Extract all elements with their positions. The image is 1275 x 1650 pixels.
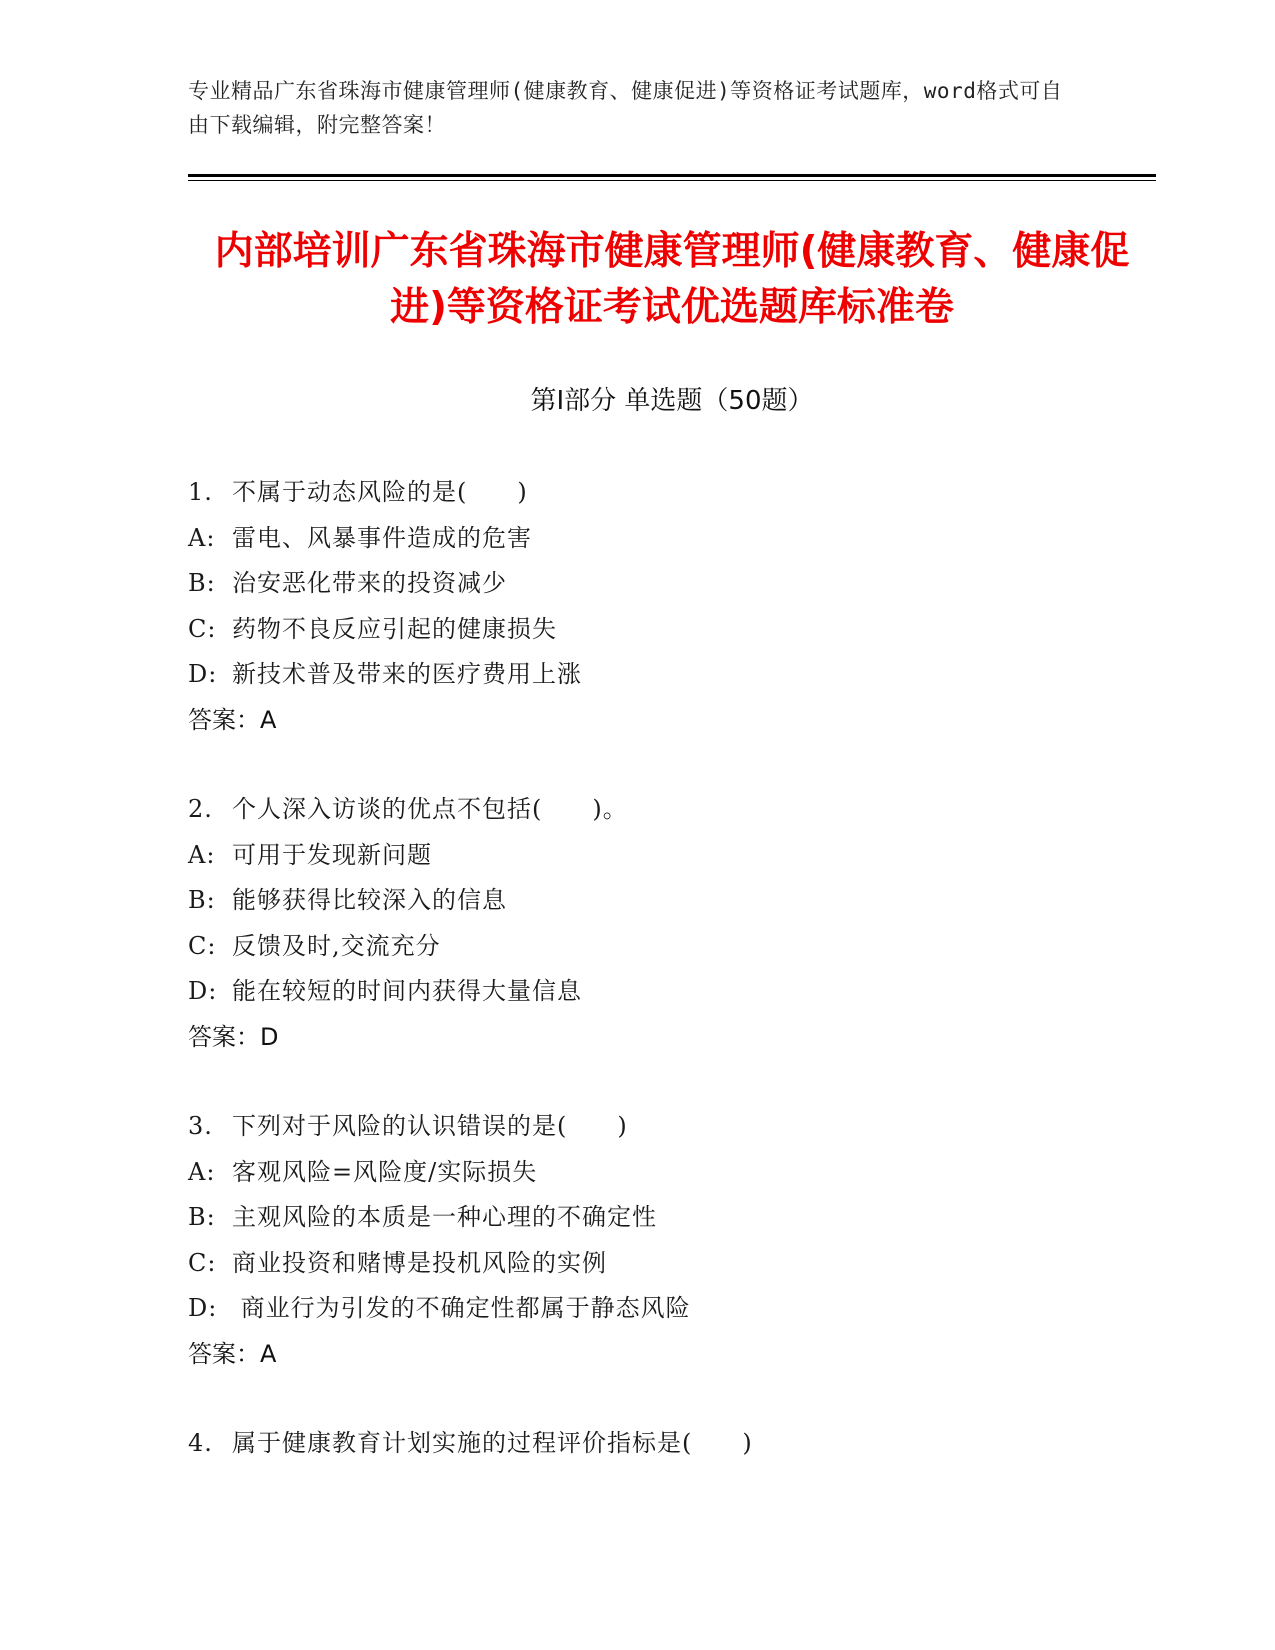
option-letter: A: [188,1157,216,1186]
question-1 [188,470,1156,743]
option-a [188,833,1156,879]
question-number: 3. [188,1112,213,1140]
option-text: 治安恶化带来的投资减少 [232,569,507,597]
option-text: 雷电、风暴事件造成的危害 [232,523,532,552]
option-letter: A: [188,840,216,869]
option-d [188,969,1156,1015]
option-text: 主观风险的本质是一种心理的不确定性 [232,1203,657,1231]
question-text: 个人深入访谈的优点不包括( )。 [232,795,628,823]
option-text: 商业行为引发的不确定性都属于静态风险 [232,1294,691,1322]
header-note: 专业精品广东省珠海市健康管理师(健康教育、健康促进)等资格证考试题库，word格式可自由下载编辑，附完整答案！ [188,79,1063,137]
option-letter: B: [188,1203,216,1231]
option-text: 能在较短的时间内获得大量信息 [232,977,582,1005]
question-stem [188,1421,1156,1467]
section-title: 第Ⅰ部分 单选题（50题） [530,386,814,416]
option-letter: D: [188,660,218,688]
option-c [188,607,1156,653]
question-2 [188,787,1156,1060]
question-text: 不属于动态风险的是( ) [232,478,528,506]
option-text: 反馈及时,交流充分 [232,931,441,960]
option-letter: D: [188,977,218,1005]
answer-line: 答案：D [188,1022,279,1051]
option-c [188,1241,1156,1287]
option-text: 可用于发现新问题 [232,840,432,869]
option-text: 新技术普及带来的医疗费用上涨 [232,660,582,688]
option-letter: C: [188,931,217,960]
option-text: 药物不良反应引起的健康损失 [232,614,557,643]
question-number: 4. [188,1429,213,1457]
option-d [188,652,1156,698]
option-a [188,1150,1156,1196]
question-list [188,470,1156,1511]
option-letter: C: [188,614,217,643]
option-text: 能够获得比较深入的信息 [232,886,507,914]
option-b [188,1195,1156,1241]
header-divider-thin [188,180,1156,181]
answer-line: 答案：A [188,705,277,734]
question-text: 属于健康教育计划实施的过程评价指标是( ) [232,1429,753,1457]
option-b [188,561,1156,607]
option-b [188,878,1156,924]
option-text: 客观风险=风险度/实际损失 [232,1157,538,1186]
option-text: 商业投资和赌博是投机风险的实例 [232,1248,607,1277]
option-letter: D: [188,1294,218,1322]
option-a [188,516,1156,562]
option-d [188,1286,1156,1332]
option-c [188,924,1156,970]
option-letter: B: [188,569,216,597]
option-letter: B: [188,886,216,914]
question-stem [188,787,1156,833]
question-number: 2. [188,795,213,823]
question-3 [188,1104,1156,1377]
document-title: 内部培训广东省珠海市健康管理师(健康教育、健康促进)等资格证考试优选题库标准卷 [214,229,1130,330]
question-number: 1. [188,478,213,506]
question-stem [188,470,1156,516]
option-letter: C: [188,1248,217,1277]
header-divider-thick [188,174,1156,177]
question-text: 下列对于风险的认识错误的是( ) [232,1112,628,1140]
question-4 [188,1421,1156,1467]
answer-line: 答案：A [188,1339,277,1368]
question-stem [188,1104,1156,1150]
option-letter: A: [188,523,216,552]
